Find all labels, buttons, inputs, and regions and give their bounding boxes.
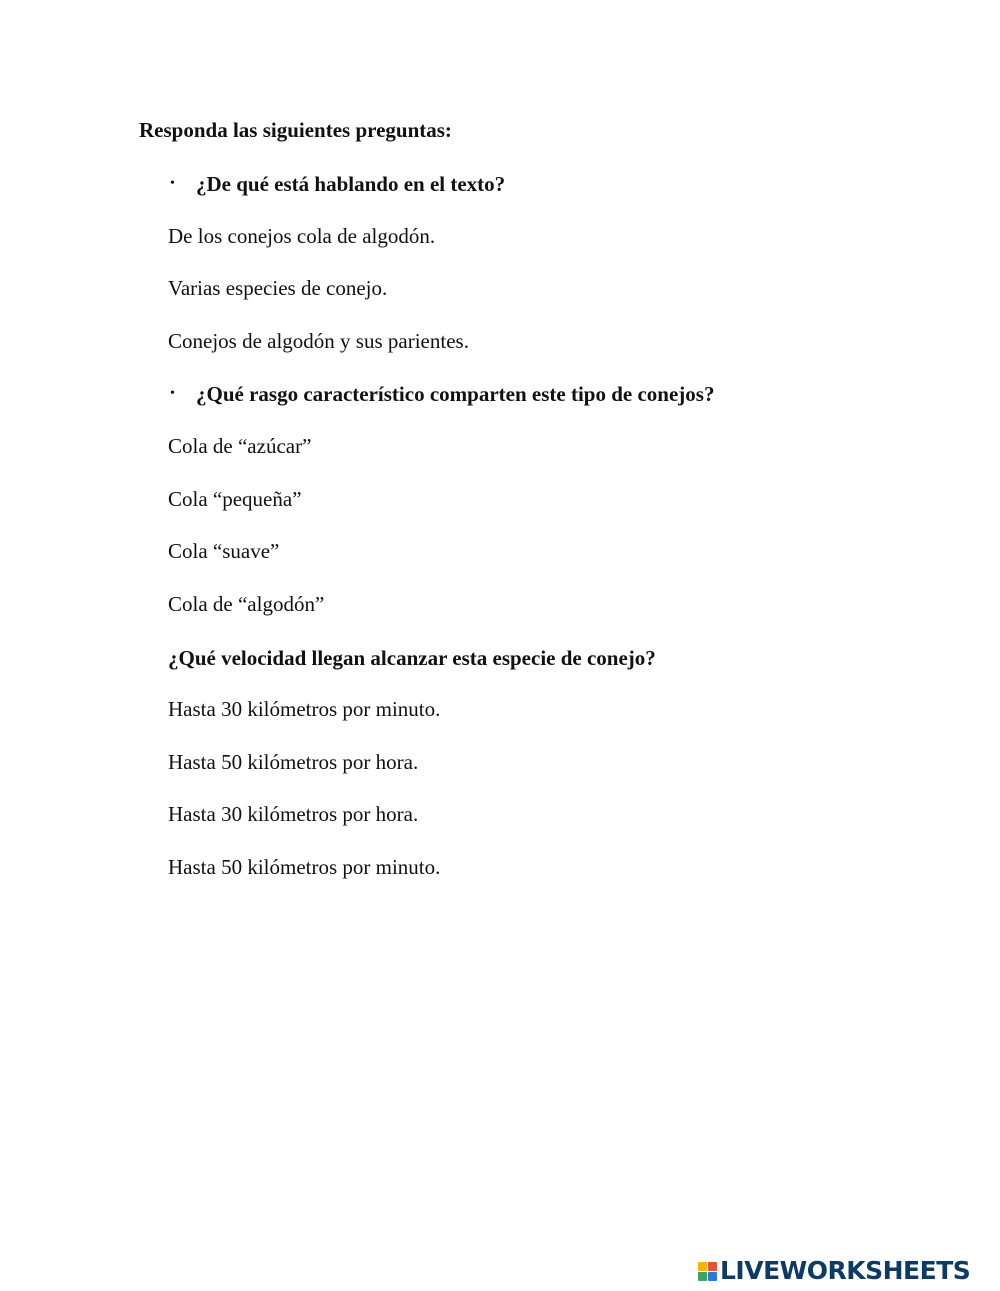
bullet-icon: •: [170, 176, 175, 191]
question-1-text: ¿De qué está hablando en el texto?: [196, 172, 506, 196]
answer-option[interactable]: Hasta 50 kilómetros por minuto.: [168, 855, 441, 879]
answer-option[interactable]: Hasta 30 kilómetros por minuto.: [168, 697, 441, 721]
answer-option[interactable]: Conejos de algodón y sus parientes.: [168, 329, 469, 353]
answer-option[interactable]: Cola “suave”: [168, 539, 280, 563]
answer-option[interactable]: Hasta 30 kilómetros por hora.: [168, 802, 419, 826]
logo-tile: [698, 1262, 707, 1271]
liveworksheets-watermark: [698, 1256, 970, 1286]
logo-tile: [698, 1272, 707, 1281]
liveworksheets-logo-icon: [698, 1262, 717, 1281]
question-3-text: ¿Qué velocidad llegan alcanzar esta especie de conejo?: [168, 646, 656, 670]
instruction-heading: Responda las siguientes preguntas:: [139, 118, 452, 142]
answer-option[interactable]: Cola de “algodón”: [168, 592, 325, 616]
answer-option[interactable]: Cola “pequeña”: [168, 487, 302, 511]
answer-option[interactable]: Varias especies de conejo.: [168, 276, 388, 300]
answer-option[interactable]: Cola de “azúcar”: [168, 434, 312, 458]
logo-tile: [708, 1262, 717, 1271]
answer-option[interactable]: De los conejos cola de algodón.: [168, 224, 436, 248]
bullet-icon: •: [170, 386, 175, 401]
logo-tile: [708, 1272, 717, 1281]
answer-option[interactable]: Hasta 50 kilómetros por hora.: [168, 750, 419, 774]
question-2-text: ¿Qué rasgo característico comparten este tipo de conejos?: [196, 382, 715, 406]
watermark-text: LIVEWORKSHEETS: [720, 1256, 971, 1285]
